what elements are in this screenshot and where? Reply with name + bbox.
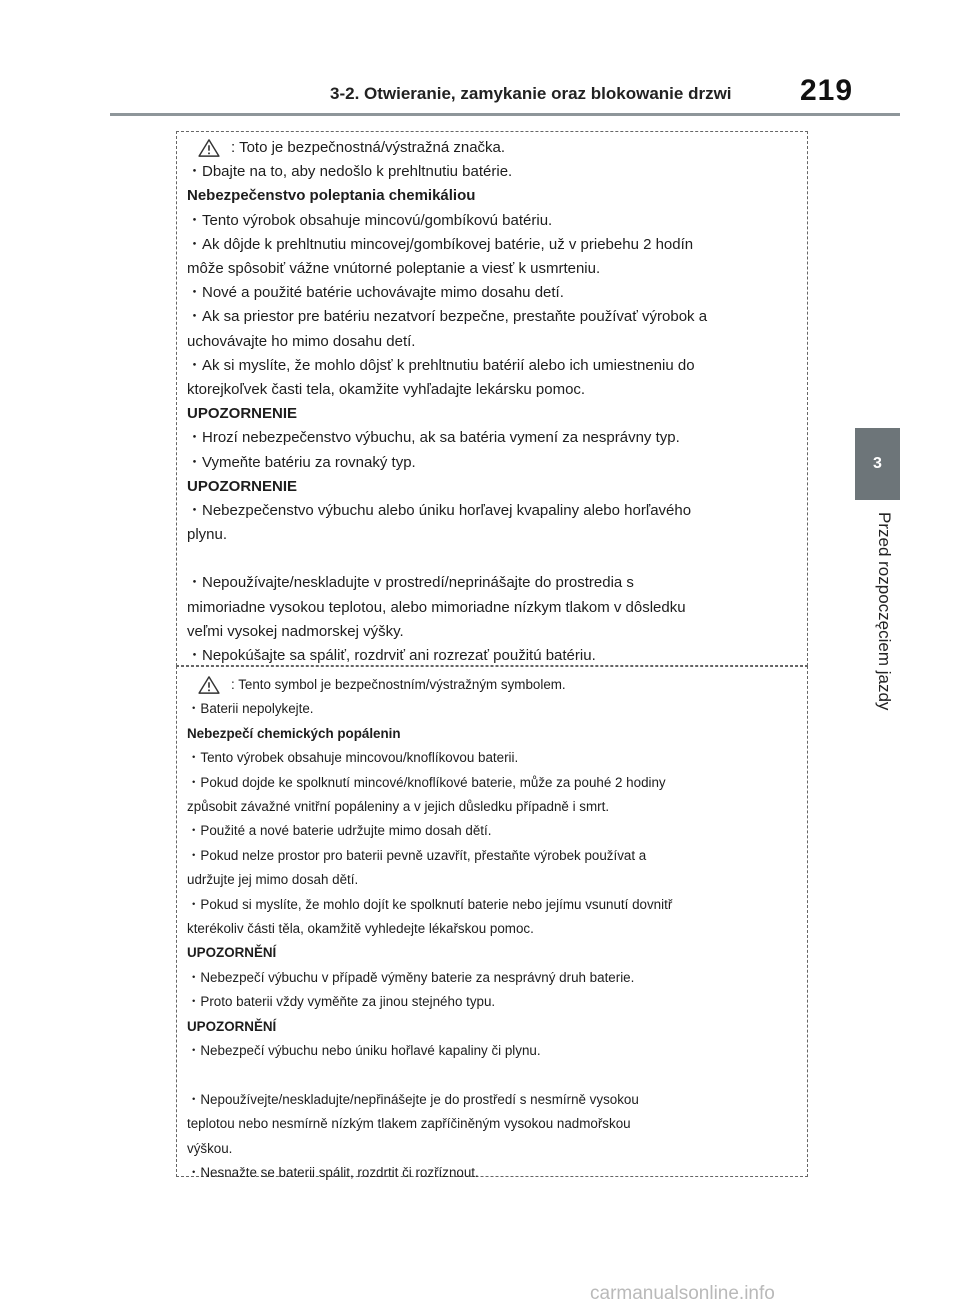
blank-line [187,1064,807,1088]
section-heading: UPOZORNĚNÍ [187,945,277,961]
text-line: ・Nebezpečí výbuchu nebo úniku hořlavé kapaliny či plynu. [187,1043,541,1059]
text-line: uchovávajte ho mimo dosahu detí. [187,332,416,350]
warning-triangle-icon [197,676,221,694]
watermark: carmanualsonline.info [590,1283,775,1304]
header-divider [110,113,900,116]
text-line: ・Použité a nové baterie udržujte mimo dosah dětí. [187,823,492,839]
page-header-title: 3-2. Otwieranie, zamykanie oraz blokowanie drzwi [330,84,732,103]
text-line: ・Nepokúšajte sa spáliť, rozdrviť ani rozrezať použitú batériu. [187,647,596,665]
slovak-text-lines [187,160,807,668]
text-line: ・Pokud nelze prostor pro baterii pevně uzavřít, přestaňte výrobek používat a [187,847,647,863]
symbol-description: : Tento symbol je bezpečnostním/výstražným symbolem. [231,677,566,692]
text-line: ・Vymeňte batériu za rovnaký typ. [187,453,416,471]
text-line: ・Proto baterii vždy vyměňte za jinou stejného typu. [187,994,496,1010]
section-heading: Nebezpečí chemických popálenin [187,725,401,741]
text-line: teplotou nebo nesmírně nízkým tlakem zapříčiněným vysokou nadmořskou [187,1116,631,1132]
symbol-line [187,136,807,160]
czech-text-lines [187,697,807,1185]
symbol-line [187,673,807,697]
text-line: ・Nebezpečenstvo výbuchu alebo úniku horľavej kvapaliny alebo horľavého [187,502,692,520]
czech-warning-box [176,666,808,1181]
text-line: mimoriadne vysokou teplotou, alebo mimoriadne nízkym tlakom v dôsledku [187,598,686,616]
section-heading: UPOZORNĚNÍ [187,1018,277,1034]
chapter-side-label: Przed rozpoczęciem jazdy [875,512,894,711]
chapter-number: 3 [873,455,882,472]
text-line: ・Tento výrobek obsahuje mincovou/knoflíkovou baterii. [187,750,519,766]
text-line: výškou. [187,1140,233,1156]
text-line: kterékoliv části těla, okamžitě vyhledejte lékařskou pomoc. [187,921,534,937]
page-number: 219 [800,74,854,107]
text-line: ・Nebezpečí výbuchu v případě výměny baterie za nesprávný druh baterie. [187,969,635,985]
symbol-description: : Toto je bezpečnostná/výstražná značka. [231,139,506,156]
text-line: ・Hrozí nebezpečenstvo výbuchu, ak sa batéria vymení za nesprávny typ. [187,429,680,447]
warning-triangle-icon [197,139,221,157]
text-line: môže spôsobiť vážne vnútorné poleptanie a viesť k usmrteniu. [187,260,601,278]
blank-line [187,547,807,571]
text-line: ・Pokud dojde ke spolknutí mincové/knoflíkové baterie, může za pouhé 2 hodiny [187,774,666,790]
slovak-warning-box [176,131,808,666]
text-line: ・Pokud si myslíte, že mohlo dojít ke spolknutí baterie nebo jejímu vsunutí dovnitř [187,896,673,912]
text-line: způsobit závažné vnitřní popáleniny a v jejich důsledku případně i smrt. [187,799,610,815]
text-line: udržujte jej mimo dosah dětí. [187,872,359,888]
text-line: ・Nové a použité batérie uchovávajte mimo dosahu detí. [187,284,564,302]
text-line: veľmi vysokej nadmorskej výšky. [187,622,404,640]
text-line: ・Tento výrobok obsahuje mincovú/gombíkovú batériu. [187,211,553,229]
text-line: ・Nepoužívajte/neskladujte v prostredí/neprinášajte do prostredia s [187,574,634,592]
text-line: ・Dbajte na to, aby nedošlo k prehltnutiu batérie. [187,163,513,181]
text-line: ・Nesnažte se baterii spálit, rozdrtit či rozříznout. [187,1165,479,1181]
chapter-tab [855,428,900,500]
section-heading: UPOZORNENIE [187,477,298,495]
text-line: plynu. [187,526,228,544]
section-heading: Nebezpečenstvo poleptania chemikáliou [187,187,476,205]
text-line: ・Baterii nepolykejte. [187,701,314,717]
text-line: ・Ak sa priestor pre batériu nezatvorí bezpečne, prestaňte používať výrobok a [187,308,708,326]
section-heading: UPOZORNENIE [187,405,298,423]
text-line: ・Nepoužívejte/neskladujte/nepřinášejte je do prostředí s nesmírně vysokou [187,1091,639,1107]
text-line: ・Ak dôjde k prehltnutiu mincovej/gombíkovej batérie, už v priebehu 2 hodín [187,235,694,253]
text-line: ・Ak si myslíte, že mohlo dôjsť k prehltnutiu batérií alebo ich umiestneniu do [187,356,695,374]
text-line: ktorejkoľvek časti tela, okamžite vyhľadajte lekársku pomoc. [187,381,586,399]
